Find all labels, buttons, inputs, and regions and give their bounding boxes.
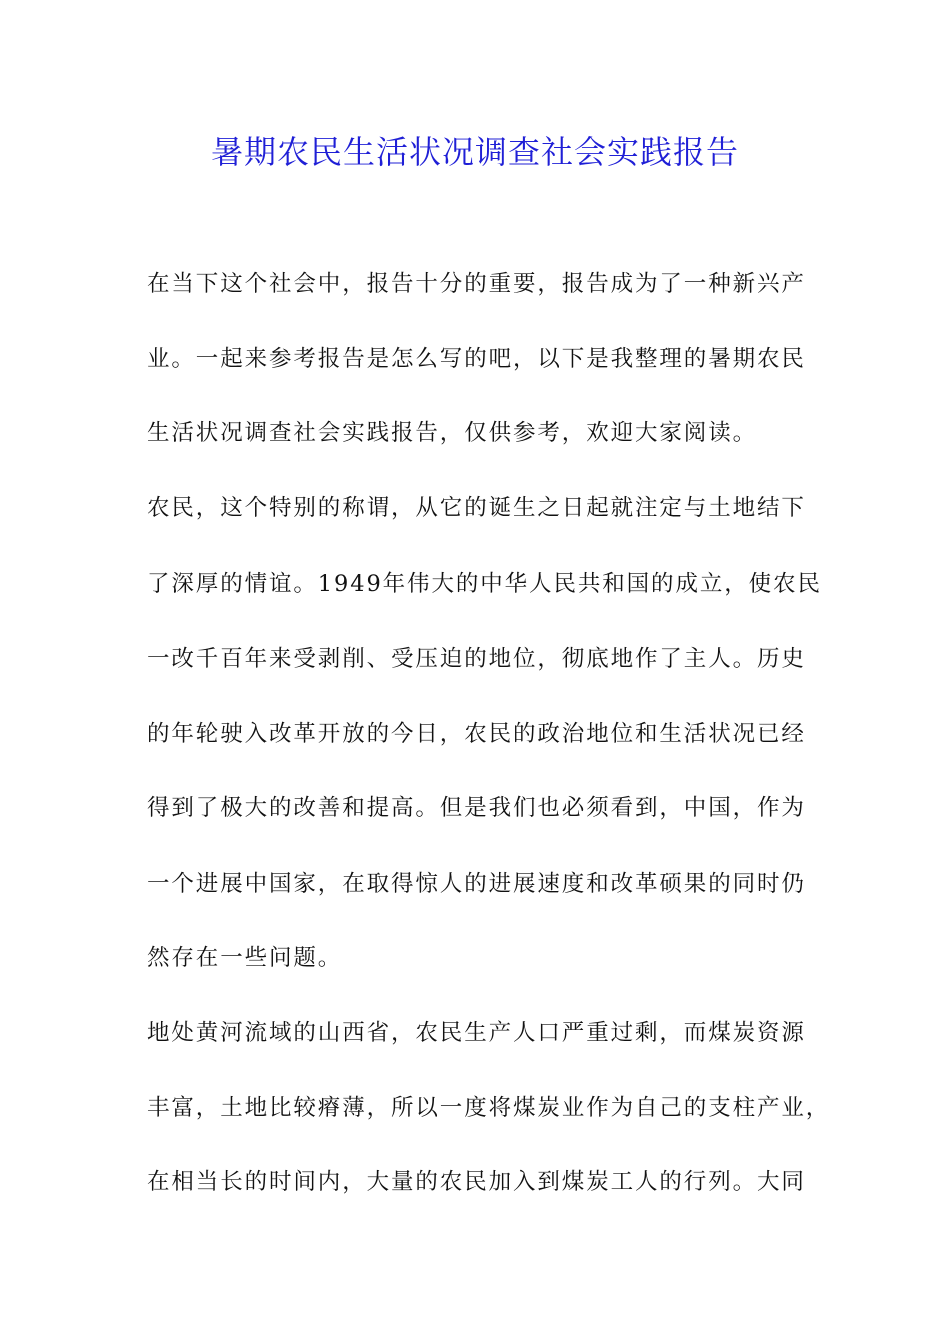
paragraph-1-line-1: 在当下这个社会中，报告十分的重要，报告成为了一种新兴产 [147, 271, 806, 297]
paragraph-2-line-1: 农民，这个特别的称谓，从它的诞生之日起就注定与土地结下 [147, 495, 806, 521]
paragraph-2-line-7: 然存在一些问题。 [147, 945, 343, 971]
paragraph-2-line-5: 得到了极大的改善和提高。但是我们也必须看到，中国，作为 [147, 795, 806, 821]
paragraph-3-line-2: 丰富，土地比较瘠薄，所以一度将煤炭业作为自己的支柱产业， [147, 1095, 831, 1121]
paragraph-3-line-1: 地处黄河流域的山西省，农民生产人口严重过剩，而煤炭资源 [147, 1020, 806, 1046]
paragraph-2-line-4: 的年轮驶入改革开放的今日，农民的政治地位和生活状况已经 [147, 721, 806, 747]
paragraph-1-line-2: 业。一起来参考报告是怎么写的吧，以下是我整理的暑期农民 [147, 346, 806, 372]
paragraph-2-line-3: 一改千百年来受剥削、受压迫的地位，彻底地作了主人。历史 [147, 646, 806, 672]
paragraph-2-line-6: 一个进展中国家，在取得惊人的进展速度和改革硕果的同时仍 [147, 871, 806, 897]
paragraph-1-line-3: 生活状况调查社会实践报告，仅供参考，欢迎大家阅读。 [147, 420, 758, 446]
document-title: 暑期农民生活状况调查社会实践报告 [210, 133, 739, 171]
paragraph-2-line-2: 了深厚的情谊。1949年伟大的中华人民共和国的成立，使农民 [147, 571, 822, 597]
paragraph-3-line-3: 在相当长的时间内，大量的农民加入到煤炭工人的行列。大同 [147, 1169, 806, 1195]
